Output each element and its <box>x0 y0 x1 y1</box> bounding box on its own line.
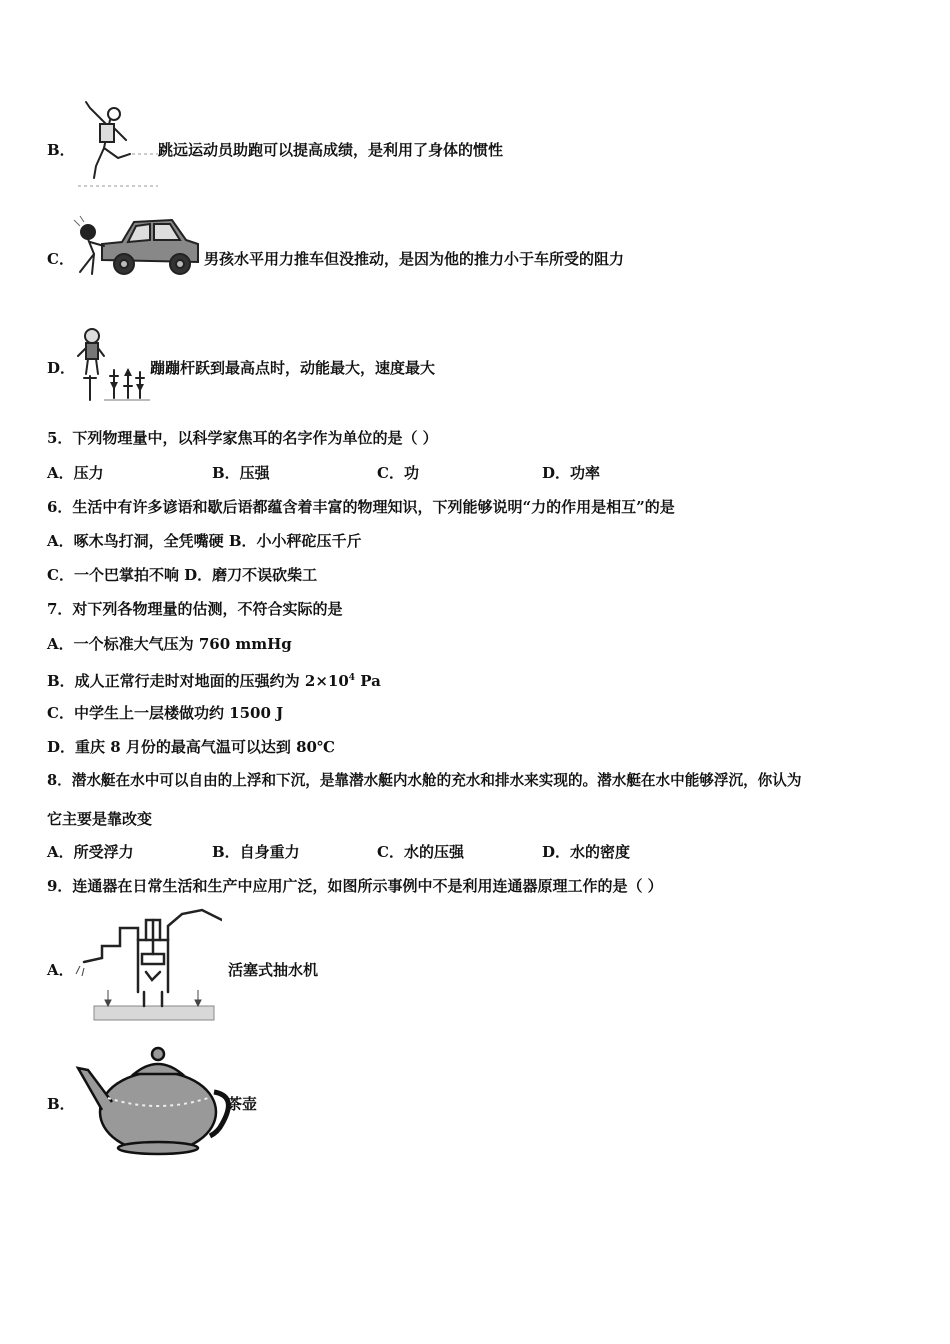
option-b-text: 跳远运动员助跑可以提高成绩，是利用了身体的惯性 <box>158 141 504 159</box>
option-letter-d: D． <box>47 359 76 377</box>
q9-option-letter-a: A． <box>47 961 74 979</box>
q7-option-b-unit: Pa <box>355 672 381 690</box>
q9-option-a-text: 活塞式抽水机 <box>228 961 319 979</box>
question-9-stem: 9．连通器在日常生活和生产中应用广泛，如图所示事例中不是利用连通器原理工作的是（ ） <box>47 877 663 895</box>
question-6-stem: 6．生活中有许多谚语和歇后语都蕴含着丰富的物理知识，下列能够说明“力的作用是相互”的是 <box>47 498 675 516</box>
q8-option-b: B．自身重力 <box>212 843 300 861</box>
q9-option-letter-b: B． <box>47 1095 75 1113</box>
option-letter-b: B． <box>47 141 75 159</box>
q7-option-a: A．一个标准大气压为 760 mmHg <box>47 635 292 653</box>
question-5-stem: 5．下列物理量中，以科学家焦耳的名字作为单位的是（ ） <box>47 429 438 447</box>
q7-option-b-text: B．成人正常行走时对地面的压强约为 2×10 <box>47 672 349 690</box>
q8-option-a: A．所受浮力 <box>47 843 134 861</box>
q7-option-b-exponent: 4 <box>348 673 356 683</box>
question-6-options-row-1: A．啄木鸟打洞，全凭嘴硬 B．小小秤砣压千斤 <box>47 532 362 550</box>
question-8-stem-line-1: 8．潜水艇在水中可以自由的上浮和下沉，是靠潜水艇内水舱的充水和排水来实现的。潜水艇在水中能够浮沉，你认为 <box>47 772 802 789</box>
q7-option-b <box>47 668 381 691</box>
option-d-text: 蹦蹦杆跃到最高点时，动能最大，速度最大 <box>150 359 436 377</box>
q7-option-d: D．重庆 8 月份的最高气温可以达到 80℃ <box>47 738 335 756</box>
boy-pushing-car-image <box>72 212 204 282</box>
teapot-image <box>72 1040 232 1158</box>
question-6-options-row-2: C．一个巴掌拍不响 D．磨刀不误砍柴工 <box>47 566 318 584</box>
q8-option-d: D．水的密度 <box>542 843 631 861</box>
question-8-stem-line-2: 它主要是靠改变 <box>47 810 153 828</box>
option-letter-c: C． <box>47 250 74 268</box>
pogo-stick-image <box>74 326 154 408</box>
q5-option-a: A．压力 <box>47 464 104 482</box>
option-c-text: 男孩水平用力推车但没推动，是因为他的推力小于车所受的阻力 <box>204 250 625 268</box>
q7-option-c: C．中学生上一层楼做功约 1500 J <box>47 704 284 722</box>
question-7-stem: 7．对下列各物理量的估测，不符合实际的是 <box>47 600 343 618</box>
long-jump-image <box>72 100 162 192</box>
q8-option-c: C．水的压强 <box>377 843 464 861</box>
piston-pump-image <box>72 906 222 1024</box>
q5-option-d: D．功率 <box>542 464 601 482</box>
q5-option-c: C．功 <box>377 464 419 482</box>
q9-option-b-text: 茶壶 <box>227 1095 258 1113</box>
q5-option-b: B．压强 <box>212 464 270 482</box>
